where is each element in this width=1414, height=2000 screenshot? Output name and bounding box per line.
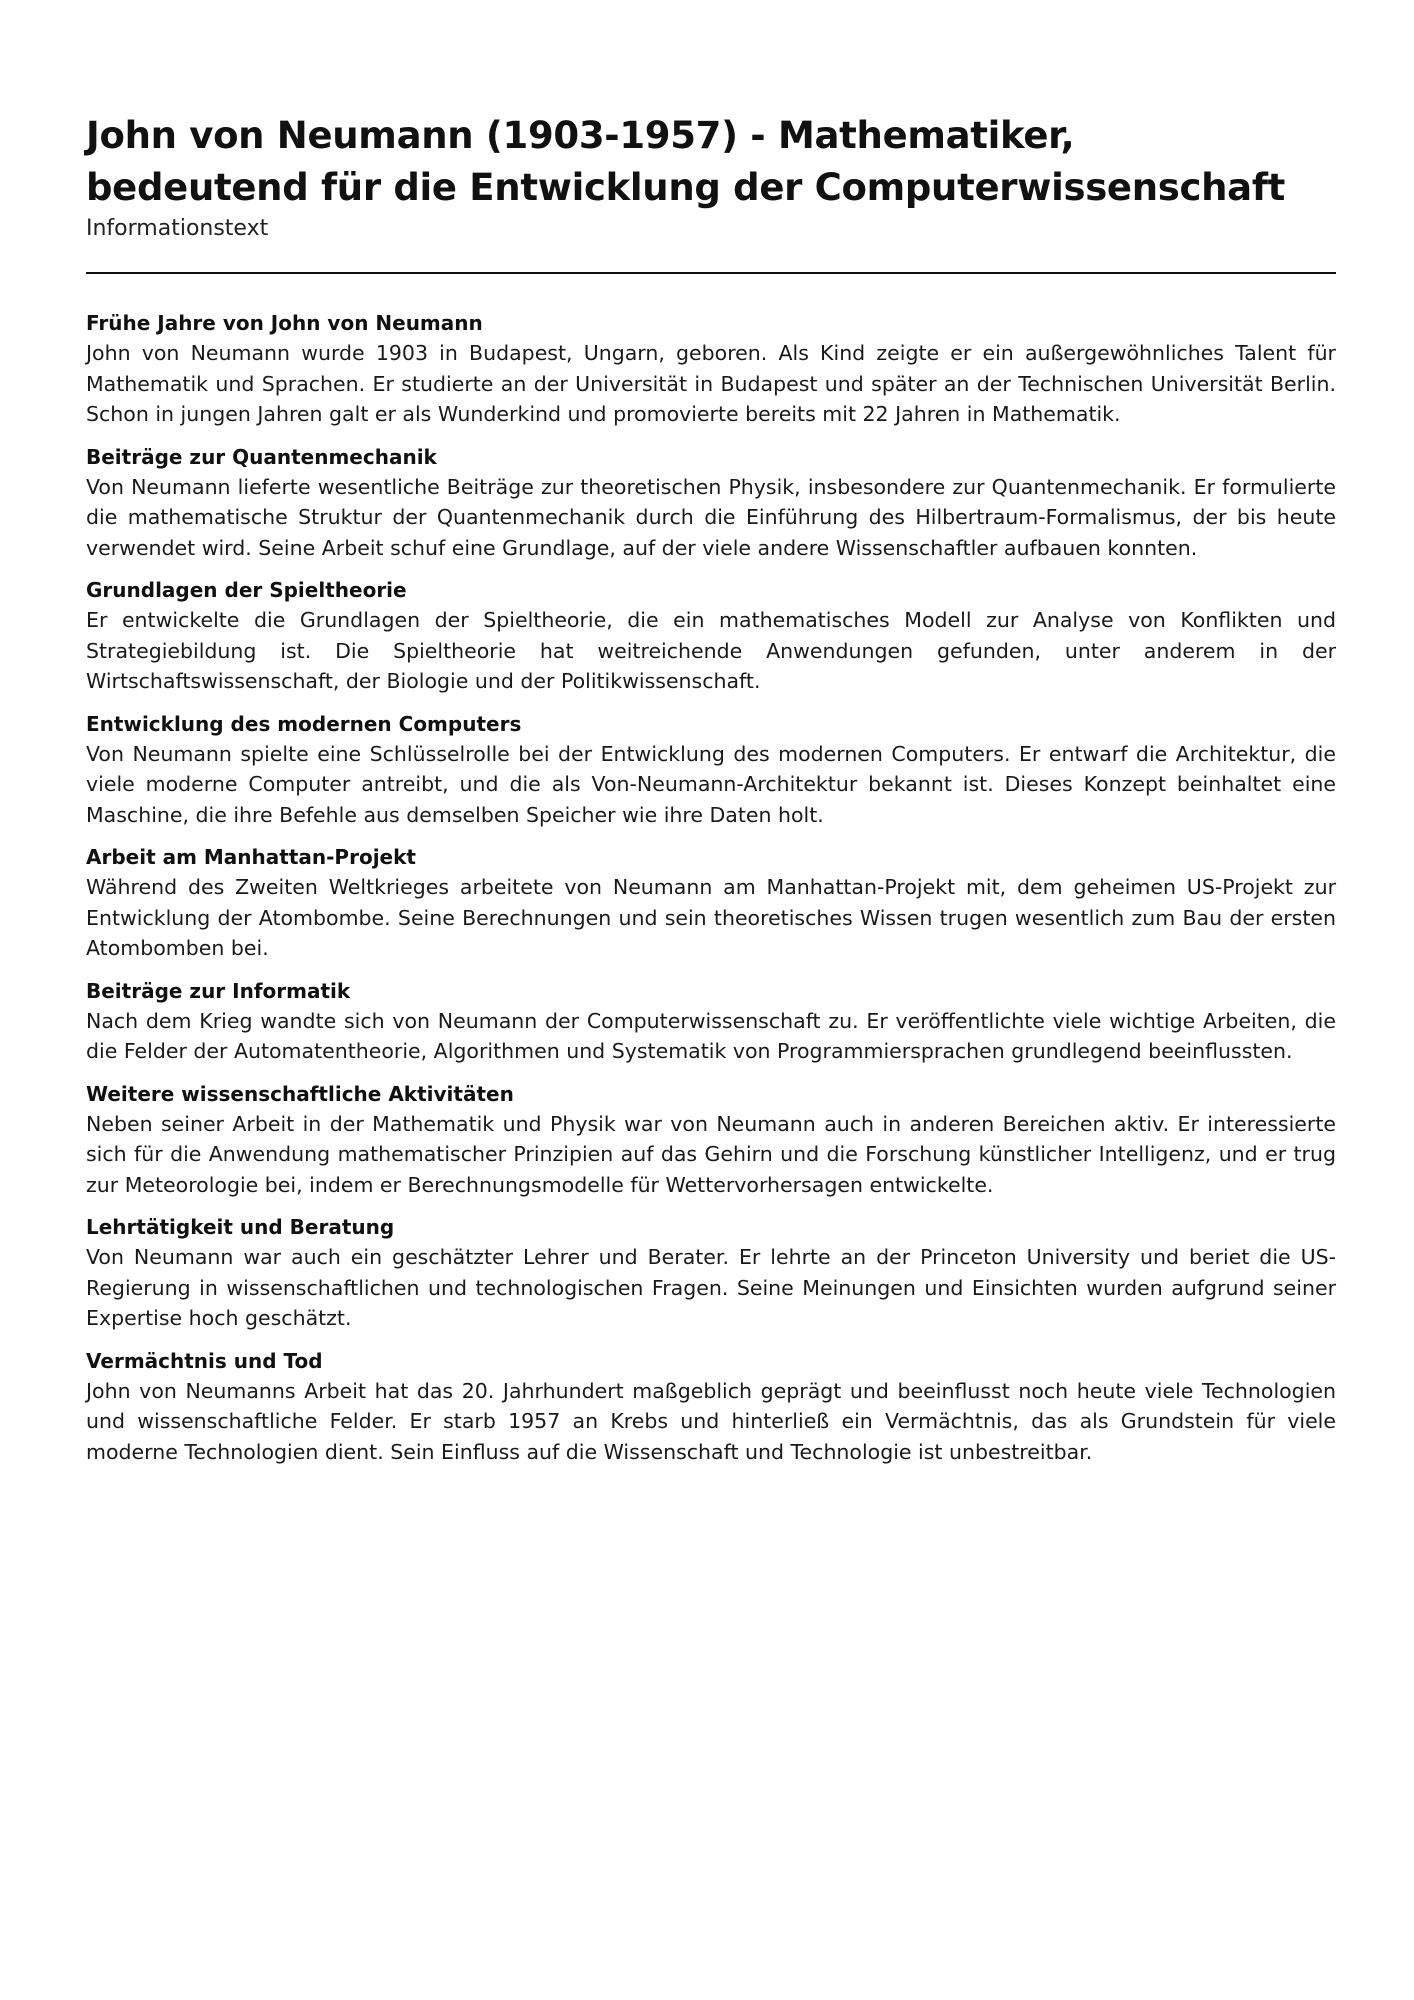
- section-body: Von Neumann lieferte wesentliche Beiträge zur theoretischen Physik, insbesondere zur Quantenmechanik. Er formulierte die mathematische Struktur der Quantenmechanik durch die Einführung des Hilbertraum-Formalismus, der bis heute verwendet wird. Seine Arbeit schuf eine Grundlage, auf der viele andere Wissenschaftler aufbauen konnten.: [86, 474, 1336, 560]
- section-heading: Vermächtnis und Tod: [86, 1348, 323, 1373]
- document-title-line-1: John von Neumann (1903-1957) - Mathematiker,: [86, 114, 1075, 157]
- section-early-years: [86, 308, 1336, 430]
- section-body: Während des Zweiten Weltkrieges arbeitete von Neumann am Manhattan-Projekt mit, dem geheimen US-Projekt zur Entwicklung der Atombombe. Seine Berechnungen und sein theoretisches Wissen trugen wesentlich zum Bau der ersten Atombomben bei.: [86, 875, 1336, 960]
- section-heading: Entwicklung des modernen Computers: [86, 711, 522, 736]
- section-heading: Weitere wissenschaftliche Aktivitäten: [86, 1081, 514, 1106]
- section-list: [86, 308, 1336, 1467]
- section-game-theory: [86, 575, 1336, 697]
- section-other-activities: [86, 1079, 1336, 1201]
- section-body: John von Neumanns Arbeit hat das 20. Jahrhundert maßgeblich geprägt und beeinflusst noch heute viele Technologien und wissenschaftliche Felder. Er starb 1957 an Krebs und hinterließ ein Vermächtnis, das als Grundstein für viele moderne Technologien dient. Sein Einfluss auf die Wissenschaft und Technologie ist unbestreitbar.: [86, 1378, 1336, 1464]
- section-body: Neben seiner Arbeit in der Mathematik und Physik war von Neumann auch in anderen Bereichen aktiv. Er interessierte sich für die Anwendung mathematischer Prinzipien auf das Gehirn und die Forschung künstlicher Intelligenz, und er trug zur Meteorologie bei, indem er Berechnungsmodelle für Wettervorhersagen entwickelte.: [86, 1111, 1336, 1197]
- document-subtitle: Informationstext: [86, 216, 269, 241]
- section-legacy-death: [86, 1346, 1336, 1468]
- document-page: [86, 110, 1336, 1479]
- document-title-line-2: bedeutend für die Entwicklung der Computerwissenschaft: [86, 166, 1286, 209]
- section-modern-computer: [86, 709, 1336, 831]
- section-body: Von Neumann war auch ein geschätzter Lehrer und Berater. Er lehrte an der Princeton University und beriet die US-Regierung in wissenschaftlichen und technologischen Fragen. Seine Meinungen und Einsichten wurden aufgrund seiner Expertise hoch geschätzt.: [86, 1245, 1336, 1330]
- section-body: Er entwickelte die Grundlagen der Spieltheorie, die ein mathematisches Modell zur Analyse von Konflikten und Strategiebildung ist. Die Spieltheorie hat weitreichende Anwendungen gefunden, unter anderem in der Wirtschaftswissenschaft, der Biologie und der Politikwissenschaft.: [86, 608, 1336, 693]
- document-title: [86, 110, 1336, 214]
- section-heading: Grundlagen der Spieltheorie: [86, 578, 407, 602]
- section-manhattan-project: [86, 842, 1336, 964]
- header-divider: [86, 272, 1336, 274]
- section-heading: Arbeit am Manhattan-Projekt: [86, 845, 416, 869]
- section-informatics: [86, 976, 1336, 1067]
- section-quantum-mechanics: [86, 442, 1336, 564]
- section-heading: Beiträge zur Quantenmechanik: [86, 444, 437, 469]
- section-body: John von Neumann wurde 1903 in Budapest, Ungarn, geboren. Als Kind zeigte er ein außergewöhnliches Talent für Mathematik und Sprachen. Er studierte an der Universität in Budapest und später an der Technischen Universität Berlin. Schon in jungen Jahren galt er als Wunderkind und promovierte bereits mit 22 Jahren in Mathematik.: [86, 341, 1336, 426]
- section-teaching-consulting: [86, 1212, 1336, 1334]
- section-heading: Beiträge zur Informatik: [86, 978, 351, 1003]
- section-body: Nach dem Krieg wandte sich von Neumann der Computerwissenschaft zu. Er veröffentlichte viele wichtige Arbeiten, die die Felder der Automatentheorie, Algorithmen und Systematik von Programmiersprachen grundlegend beeinflussten.: [86, 1008, 1336, 1063]
- section-heading: Lehrtätigkeit und Beratung: [86, 1215, 395, 1239]
- section-body: Von Neumann spielte eine Schlüsselrolle bei der Entwicklung des modernen Computers. Er entwarf die Architektur, die viele moderne Computer antreibt, und die als Von-Neumann-Architektur bekannt ist. Dieses Konzept beinhaltet eine Maschine, die ihre Befehle aus demselben Speicher wie ihre Daten holt.: [86, 741, 1336, 827]
- section-heading: Frühe Jahre von John von Neumann: [86, 311, 483, 335]
